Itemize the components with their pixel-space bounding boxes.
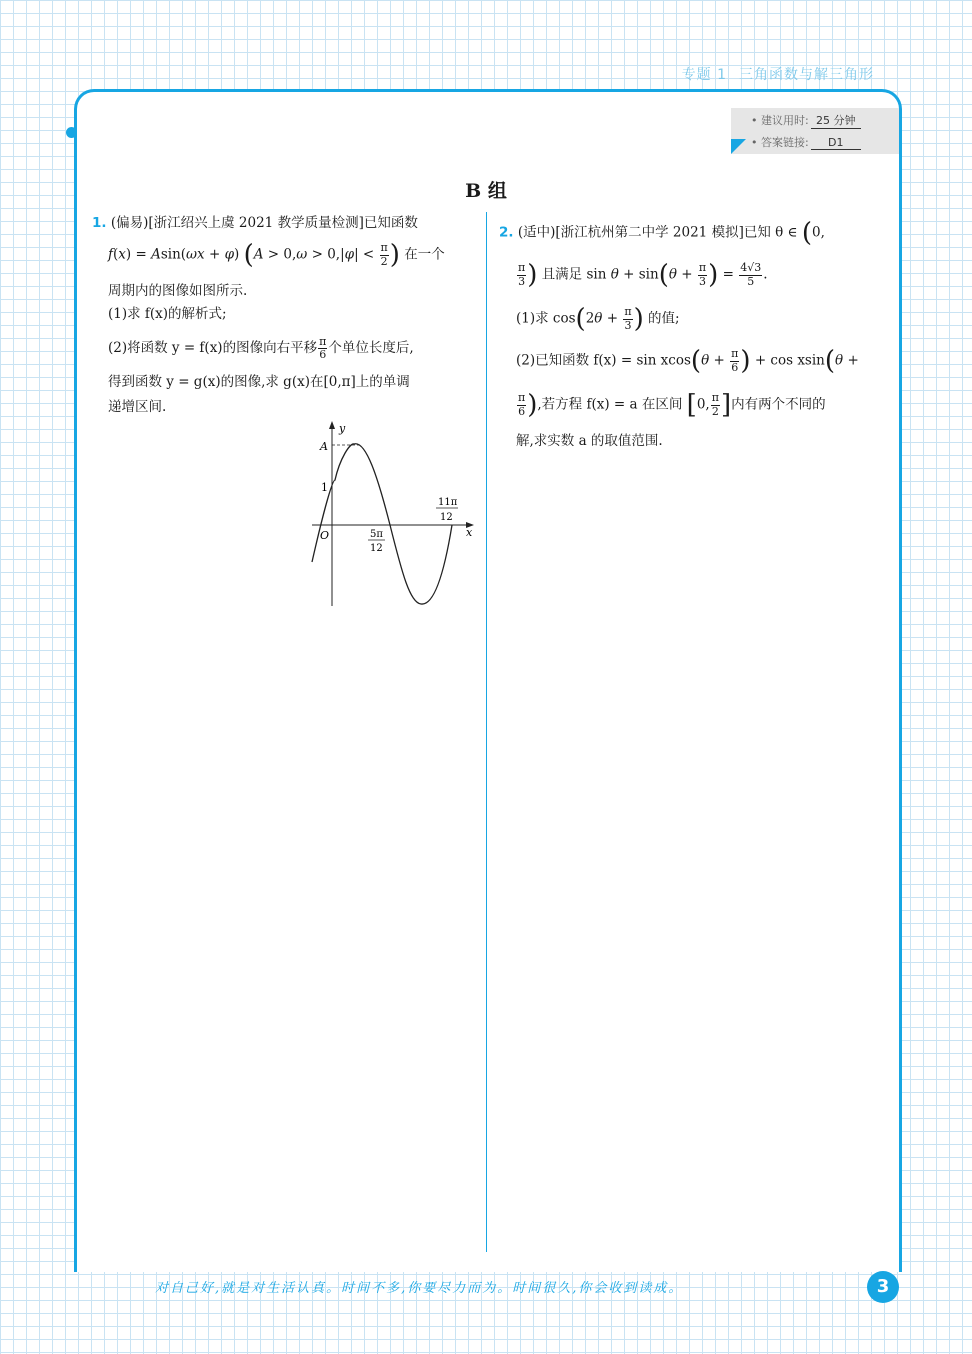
q2-line-1: 2. (适中)[浙江杭州第二中学 2021 模拟]已知 θ ∈ (0, (499, 218, 825, 248)
q2-part-1: (1)求 cos(2θ + $\frac{\pi}{3}$ ) 的值; (516, 304, 680, 334)
fraction-pi-over-6: $\frac{\pi}{6}$ (319, 335, 327, 362)
footer-motto: 对自己好,就是对生活认真。时间不多,你要尽力而为。时间很久,你会收到读成。 (155, 1281, 684, 1296)
q1-number: 1. (92, 215, 107, 231)
x-axis-label: x (466, 526, 473, 539)
q2-part-2-line-2: $\frac{\pi}{6}$ ),若方程 f(x) = a 在区间 [0, $\frac{\pi}{2}$ ]内有两个不同的 (518, 390, 826, 420)
q1-line-2: f(x) = Asin(ωx + φ) (A > 0,ω > 0,|φ| < $\frac{\pi}{2}$ ) 在一个 (108, 240, 445, 270)
tick-11pi-num: 11π (438, 497, 458, 508)
suggested-time-value: 25 分钟 (811, 112, 861, 129)
panel-dot-decoration (66, 127, 77, 138)
sine-graph (310, 418, 475, 610)
topic-title: 三角函数与解三角形 (739, 67, 874, 83)
y-axis-label: y (339, 422, 346, 435)
q2-part-2-line-3: 解,求实数 a 的取值范围. (516, 433, 663, 449)
tick-11pi-den: 12 (440, 512, 453, 523)
group-title: B 组 (465, 180, 507, 202)
page-header (682, 64, 874, 84)
q1-part-2: (2)将函数 y = f(x)的图像向右平移 $\frac{\pi}{6}$ 个单位长度后, (108, 335, 414, 362)
q1-part-2-line-3: 递增区间. (108, 399, 167, 415)
page-number: 3 (867, 1271, 899, 1303)
q1-cond-text: 在一个 (404, 246, 445, 263)
info-box (731, 108, 899, 154)
q1-tag: (偏易)[浙江绍兴上虞 2021 教学质量检测]已知函数 (110, 215, 418, 231)
q2-line-2: $\frac{\pi}{3}$ ) 且满足 sin θ + sin(θ + $\frac{\pi}{3}$ ) = $\frac{4√3}{5}$ . (518, 260, 768, 290)
topic-code: 专题 1 (681, 67, 727, 83)
tick-5pi-den: 12 (370, 543, 383, 554)
y-intercept-label: 1 (321, 481, 328, 494)
q2-number: 2. (499, 224, 514, 241)
fraction-4-root3-over-5: $\frac{4√3}{5}$ (740, 261, 762, 288)
column-divider (486, 212, 487, 1252)
suggested-time: • 建议用时: 25 分钟 (751, 112, 861, 129)
q1-line-3: 周期内的图像如图所示. (108, 283, 248, 299)
q2-tag: (适中)[浙江杭州第二中学 2021 模拟]已知 θ ∈ (517, 224, 798, 241)
answer-link: • 答案链接: D1 (751, 134, 861, 150)
q1-part-2-line-2: 得到函数 y = g(x)的图像,求 g(x)在[0,π]上的单调 (108, 374, 410, 390)
q2-part-2: (2)已知函数 f(x) = sin xcos(θ + $\frac{\pi}{6}$ ) + cos xsin(θ + (516, 346, 859, 376)
q1-line-1 (92, 211, 418, 237)
corner-triangle-icon (731, 139, 746, 154)
answer-link-value: D1 (811, 136, 861, 150)
origin-label: O (320, 529, 330, 542)
q1-part-1: (1)求 f(x)的解析式; (108, 306, 227, 322)
amplitude-label: A (320, 440, 328, 453)
fraction-pi-over-2: $\frac{\pi}{2}$ (380, 241, 388, 268)
q1-function: f(x) = Asin(ωx + φ) (108, 246, 240, 263)
tick-5pi-num: 5π (370, 529, 383, 540)
